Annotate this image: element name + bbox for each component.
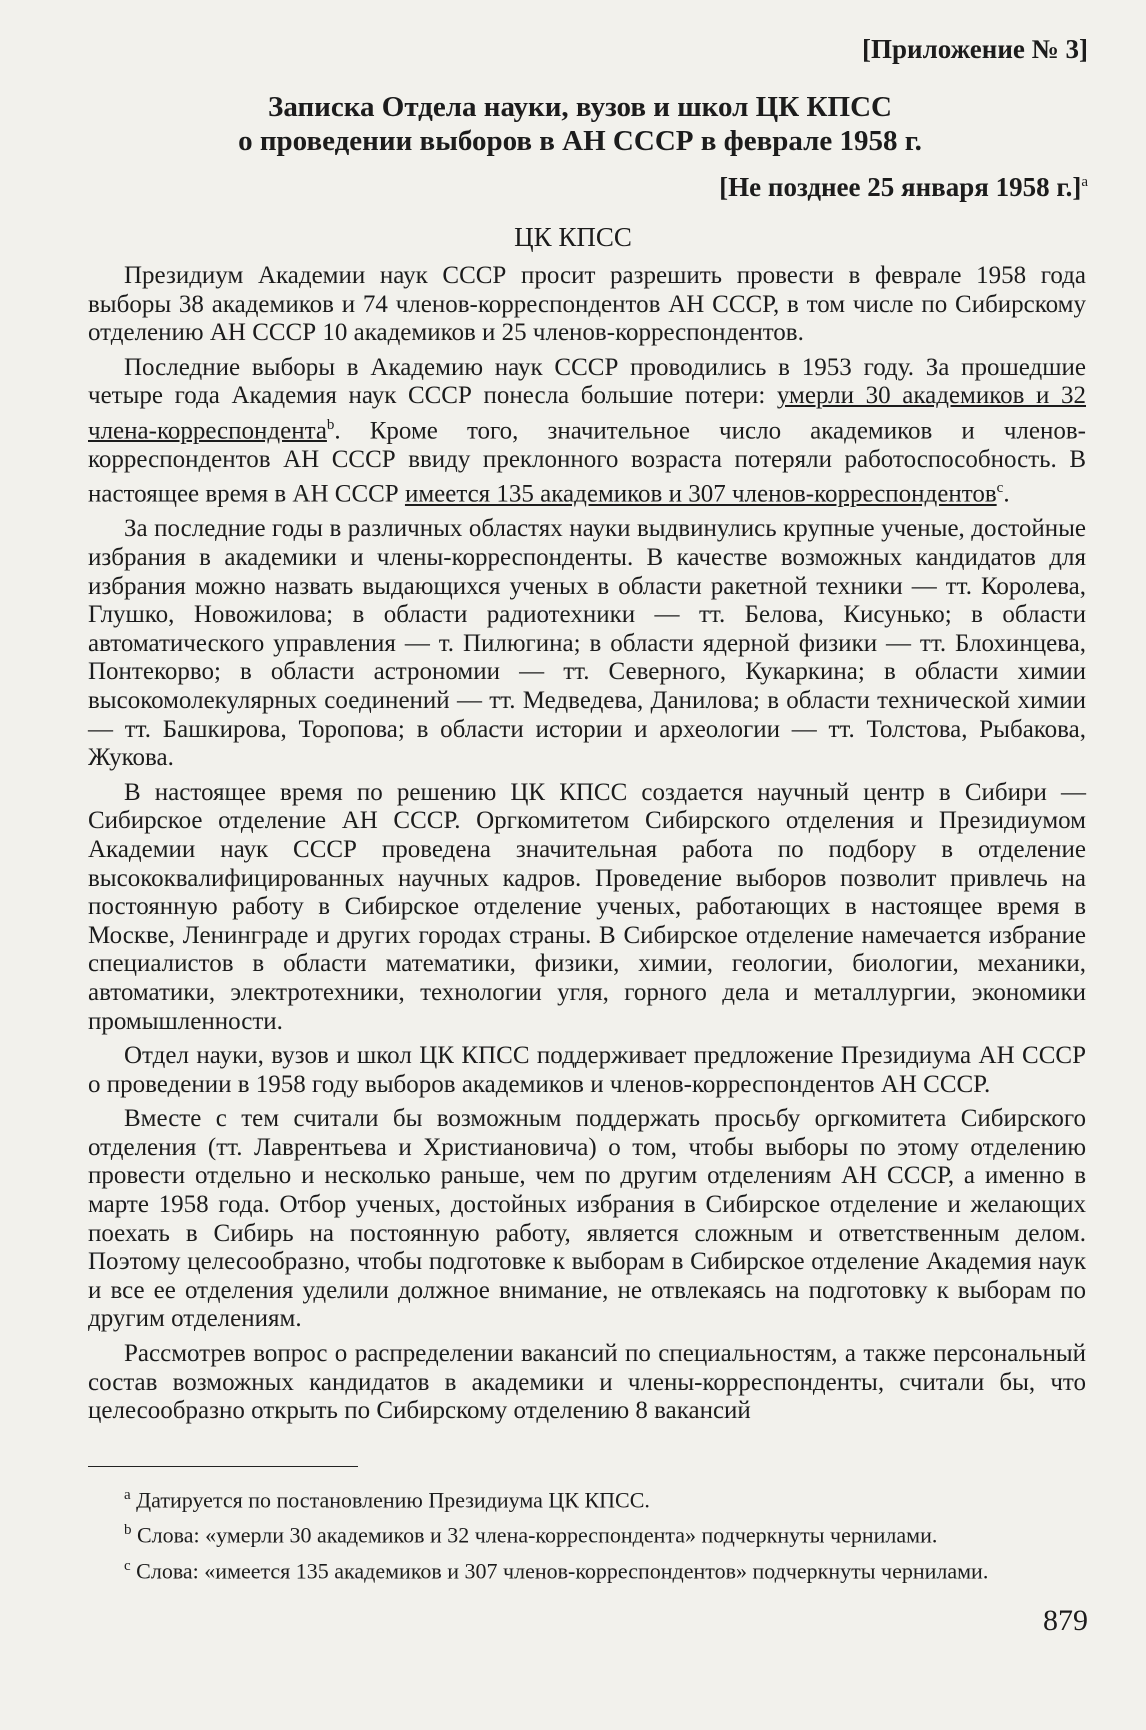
title-line-2: о проведении выборов в АН СССР в феврале 1958 г. <box>238 125 922 157</box>
paragraph-6: Вместе с тем считали бы возможным поддержать просьбу оргкомитета Сибирского отделения (тт. Лаврентьева и Христиановича) о том, чтобы выборы по этому отделению провести отдельно и несколько раньше, чем по другим отделениям АН СССР, а именно в марте 1958 года. Отбор ученых, достойных избрания в Сибирское отделение и желающих поехать в Сибирь на постоянную работу, является сложным и ответственным делом. Поэтому целесообразно, чтобы подготовке к выборам в Сибирское отделение Академия наук и все ее отделения уделили должное внимание, не отвлекаясь на подготовку к выборам по другим отделениям. <box>88 1105 1086 1333</box>
footnote-b-mark: b <box>124 1522 132 1539</box>
footnote-b <box>88 1517 1086 1548</box>
paragraph-2-end: . <box>1003 480 1010 508</box>
footnote-a-mark: a <box>124 1487 131 1503</box>
footnote-divider <box>88 1466 358 1467</box>
page-number: 879 <box>1043 1604 1088 1637</box>
footnote-mark-b: b <box>326 416 335 433</box>
paragraph-2-text-cont: . Кроме того, значительное число академиков и членов-корреспондентов АН СССР ввиду преклонного возраста потеряли работоспособность. В настоящее время в АН СССР <box>88 417 1086 508</box>
body-text <box>88 262 1086 1432</box>
footnote-c-mark: c <box>124 1557 131 1574</box>
footnotes <box>88 1482 1086 1588</box>
document-title <box>80 90 1080 158</box>
paragraph-5: Отдел науки, вузов и школ ЦК КПСС поддерживает предложение Президиума АН СССР о проведении в 1958 году выборов академиков и членов-корреспондентов АН СССР. <box>88 1042 1086 1098</box>
underlined-phrase-deaths: умерли 30 академиков и 32 члена-корреспондента <box>88 382 1086 445</box>
underlined-phrase-members: имеется 135 академиков и 307 членов-корреспондентов <box>404 480 997 508</box>
paragraph-2 <box>88 354 1086 510</box>
footnote-b-text: Слова: «умерли 30 академиков и 32 члена-корреспондента» подчеркнуты чернилами. <box>137 1522 938 1548</box>
date-text: [Не позднее 25 января 1958 г.] <box>719 172 1082 202</box>
paragraph-2-text: Последние выборы в Академию наук СССР проводились в 1953 году. За прошедшие четыре года Академия наук СССР понесла большие потери: <box>88 353 1086 410</box>
footnote-c-text: Слова: «имеется 135 академиков и 307 членов-корреспондентов» подчеркнуты чернилами. <box>136 1557 989 1583</box>
paragraph-1: Президиум Академии наук СССР просит разрешить провести в феврале 1958 года выборы 38 академиков и 74 членов-корреспондентов АН СССР, в том числе по Сибирскому отделению АН СССР 10 академиков и 25 членов-корреспондентов. <box>88 262 1086 347</box>
footnote-mark-c: c <box>996 480 1004 497</box>
footnote-a-text: Датируется по постановлению Президиума ЦК КПСС. <box>136 1487 650 1513</box>
footnote-mark-a: a <box>1081 174 1088 190</box>
document-date <box>719 172 1088 203</box>
appendix-label: [Приложение № 3] <box>862 34 1088 64</box>
paragraph-4: В настоящее время по решению ЦК КПСС создается научный центр в Сибири — Сибирское отделение АН СССР. Оргкомитетом Сибирского отделения и Президиумом Академии наук СССР проведена значительная работа по подбору в отделение высококвалифицированных научных кадров. Проведение выборов позволит привлечь на постоянную работу в Сибирское отделение ученых, работающих в настоящее время в Москве, Ленинграде и других городах страны. В Сибирское отделение намечается избрание специалистов в области математики, физики, химии, геологии, биологии, механики, автоматики, электротехники, технологии угля, горного дела и металлургии, экономики промышленности. <box>88 778 1086 1035</box>
paragraph-3: За последние годы в различных областях науки выдвинулись крупные ученые, достойные избрания в академики и члены-корреспонденты. В качестве возможных кандидатов для избрания можно назвать выдающихся ученых в области ракетной техники — тт. Королева, Глушко, Новожилова; в области радиотехники — тт. Белова, Кисунько; в области автоматического управления — т. Пилюгина; в области ядерной физики — тт. Блохинцева, Понтекорво; в области астрономии — тт. Северного, Кукаркина; в области химии высокомолекулярных соединений — тт. Медведева, Данилова; в области технической химии — тт. Башкирова, Торопова; в области истории и археологии — тт. Толстова, Рыбакова, Жукова. <box>88 515 1086 772</box>
footnote-c <box>88 1553 1086 1584</box>
title-line-1: Записка Отдела науки, вузов и школ ЦК КПСС <box>268 91 892 123</box>
paragraph-7: Рассмотрев вопрос о распределении вакансий по специальностям, а также персональный состав возможных кандидатов в академики и члены-корреспонденты, считали бы, что целесообразно открыть по Сибирскому отделению 8 вакансий <box>88 1340 1086 1425</box>
footnote-a <box>88 1482 1086 1513</box>
addressee: ЦК КПСС <box>514 222 632 252</box>
